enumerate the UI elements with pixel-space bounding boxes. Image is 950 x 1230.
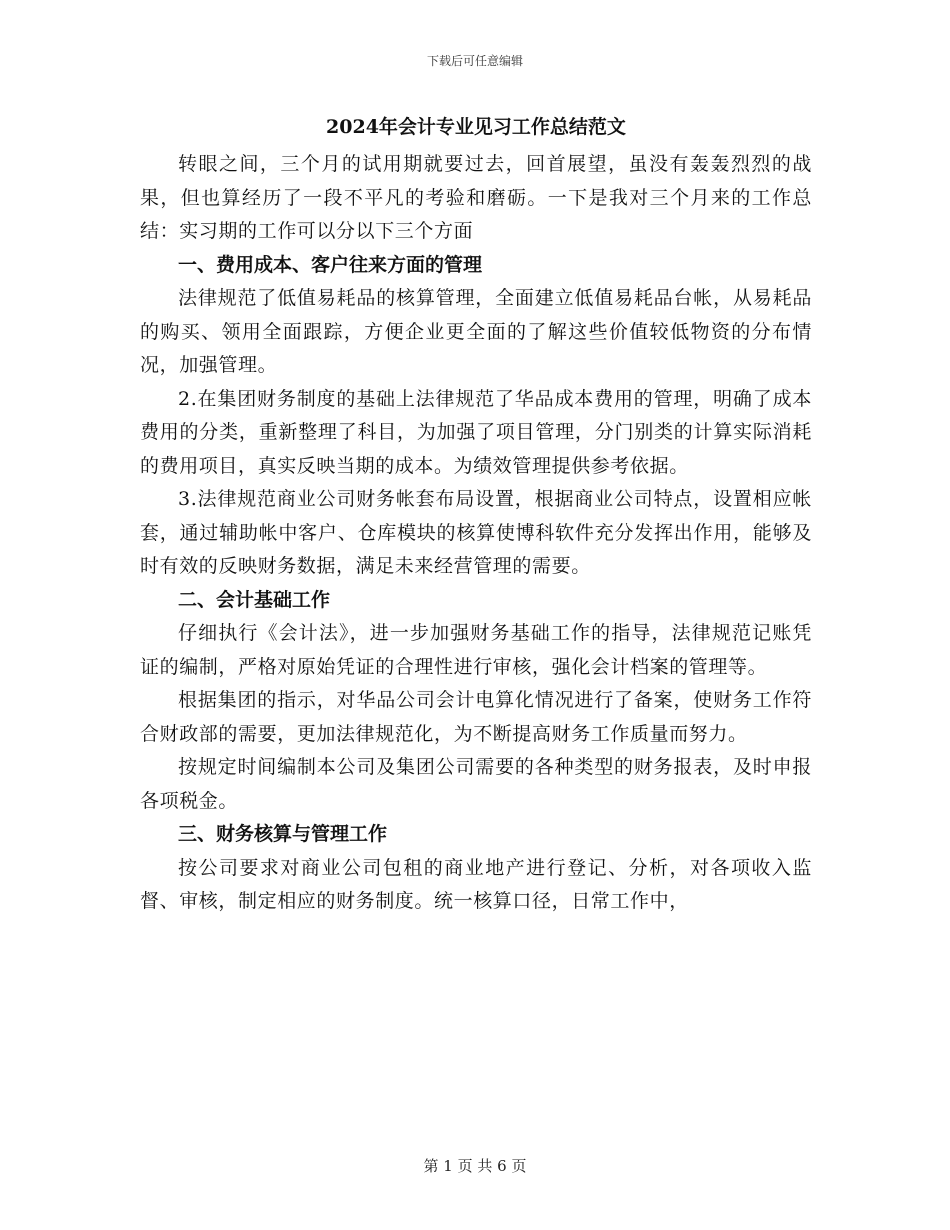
page-number-footer: 第 1 页 共 6 页	[423, 1157, 527, 1175]
section1-paragraph-1: 法律规范了低值易耗品的核算管理，全面建立低值易耗品台帐，从易耗品的购买、领用全面跟踪，方便企业更全面的了解这些价值较低物资的分布情况，加强管理。	[140, 287, 812, 376]
section1-paragraph-3: 3.法律规范商业公司财务帐套布局设置，根据商业公司特点，设置相应帐套，通过辅助帐中客户、仓库模块的核算使博科软件充分发挥出作用，能够及时有效的反映财务数据，满足未来经营管理的需要。	[140, 488, 812, 577]
document-title: 2024年会计专业见习工作总结范文	[326, 116, 626, 138]
section2-paragraph-3: 按规定时间编制本公司及集团公司需要的各种类型的财务报表，及时申报各项税金。	[140, 756, 812, 812]
section-heading-3: 三、财务核算与管理工作	[178, 823, 388, 845]
intro-paragraph: 转眼之间，三个月的试用期就要过去，回首展望，虽没有轰轰烈烈的战果，但也算经历了一段不平凡的考验和磨砺。一下是我对三个月来的工作总结：实习期的工作可以分以下三个方面	[140, 153, 812, 242]
section-heading-1: 一、费用成本、客户往来方面的管理	[178, 253, 483, 276]
section3-paragraph-1: 按公司要求对商业公司包租的商业地产进行登记、分析，对各项收入监督、审核，制定相应的财务制度。统一核算口径，日常工作中，	[140, 856, 812, 912]
section-heading-2: 二、会计基础工作	[178, 588, 331, 611]
section2-paragraph-1: 仔细执行《会计法》，进一步加强财务基础工作的指导，法律规范记账凭证的编制，严格对原始凭证的合理性进行审核，强化会计档案的管理等。	[140, 622, 812, 678]
header-note: 下载后可任意编辑	[426, 54, 523, 68]
section1-paragraph-2: 2.在集团财务制度的基础上法律规范了华品成本费用的管理，明确了成本费用的分类，重新整理了科目，为加强了项目管理，分门别类的计算实际消耗的费用项目，真实反映当期的成本。为绩效管理提供参考依据。	[140, 387, 812, 477]
document-body	[140, 112, 812, 919]
section2-paragraph-2: 根据集团的指示，对华品公司会计电算化情况进行了备案，使财务工作符合财政部的需要，更加法律规范化，为不断提高财务工作质量而努力。	[140, 689, 812, 745]
